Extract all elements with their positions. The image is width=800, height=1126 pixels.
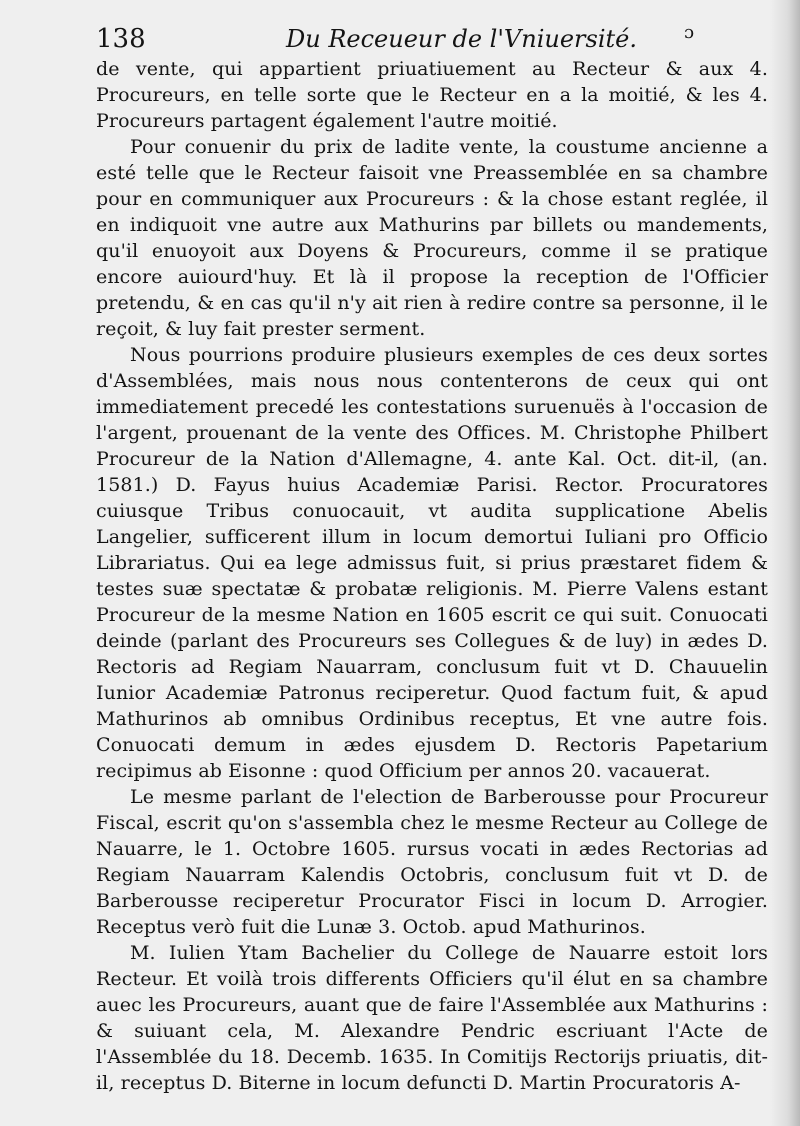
page-edge-shadow <box>770 0 800 1126</box>
body-text <box>96 56 768 1096</box>
page-number: 138 <box>96 24 146 54</box>
paragraph-examples: Nous pourrions produire plusieurs exemples de ces deux sortes d'Assemblées, mais nous nous contenterons de ceux qui ont immediatement precedé les contestations suruenuës à l'occasion de l'argent, prouenant de la vente des Offices. M. Christophe Philbert Procureur de la Nation d'Allemagne, 4. ante Kal. Oct. dit-il, (an. 1581.) D. Fayus huius Academiæ Parisi. Rector. Procuratores cuiusque Tribus conuocauit, vt audita supplicatione Abelis Langelier, sufficerent illum in locum demortui Iuliani pro Officio Librariatus. Qui ea lege admissus fuit, si prius præstaret fidem & testes suæ spectatæ & probatæ religionis. M. Pierre Valens estant Procureur de la mesme Nation en 1605 escrit ce qui suit. Conuocati deinde (parlant des Procureurs ses Collegues & de luy) in ædes D. Rectoris ad Regiam Nauarram, conclusum fuit vt D. Chauuelin Iunior Academiæ Patronus reciperetur. Quod factum fuit, & apud Mathurinos ab omnibus Ordinibus receptus, Et vne autre fois. Conuocati demum in ædes ejusdem D. Rectoris Papetarium recipimus ab Eisonne : quod Officium per annos 20. vacauerat. <box>96 344 768 782</box>
paragraph-continuation: de vente, qui appartient priuatiuement au Recteur & aux 4. Procureurs, en telle sorte que le Recteur en a la moitié, & les 4. Procureurs partagent également l'autre moitié. <box>96 58 768 132</box>
paragraph-barberousse: Le mesme parlant de l'election de Barberousse pour Procureur Fiscal, escrit qu'on s'assembla chez le mesme Recteur au College de Nauarre, le 1. Octobre 1605. rursus vocati in ædes Rectorias ad Regiam Nauarram Kalendis Octobris, conclusum fuit vt D. de Barberousse reciperetur Procurator Fisci in locum D. Arrogier. Receptus verò fuit die Lunæ 3. Octob. apud Mathurinos. <box>96 786 768 938</box>
running-head <box>96 18 756 58</box>
printer-mark: ɔ <box>684 22 695 43</box>
running-title: Du Receueur de l'Vniuersité. <box>286 25 637 53</box>
paragraph-ytam: M. Iulien Ytam Bachelier du College de Nauarre estoit lors Recteur. Et voilà trois differents Officiers qu'il élut en sa chambre auec les Procureurs, auant que de faire l'Assemblée aux Mathurins : & suiuant cela, M. Alexandre Pendric escriuant l'Acte de l'Assemblée du 18. Decemb. 1635. In Comitijs Rectorijs priuatis, dit-il, receptus D. Biterne in locum defuncti D. Martin Procuratoris A- <box>96 942 768 1094</box>
paragraph-price-convention: Pour conuenir du prix de ladite vente, la coustume ancienne a esté telle que le Recteur faisoit vne Preassemblée en sa chambre pour en communiquer aux Procureurs : & la chose estant reglée, il en indiquoit vne autre aux Mathurins par billets ou mandements, qu'il enuoyoit aux Doyens & Procureurs, comme il se pratique encore auiourd'huy. Et là il propose la reception de l'Officier pretendu, & en cas qu'il n'y ait rien à redire contre sa personne, il le reçoit, & luy fait prester serment. <box>96 136 768 340</box>
